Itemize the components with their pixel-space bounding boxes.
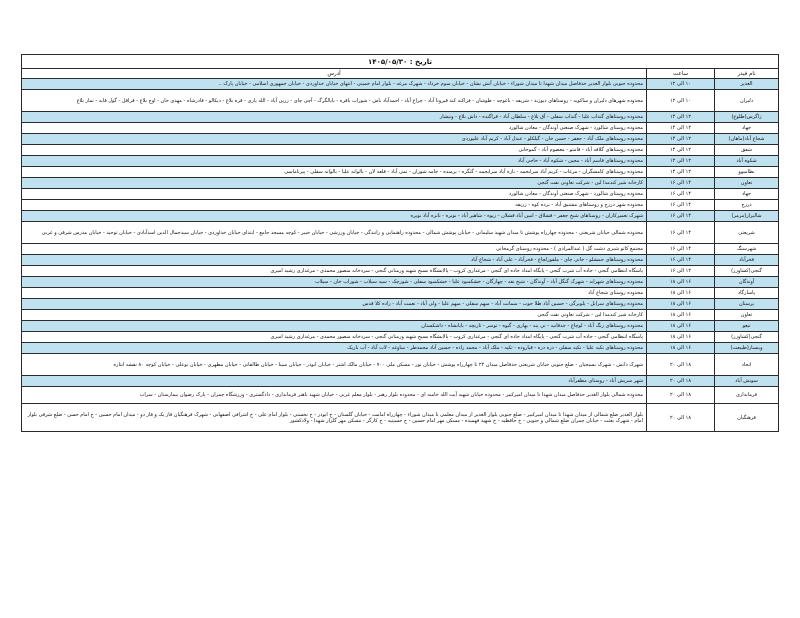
table-row bbox=[22, 134, 779, 145]
table-row bbox=[22, 244, 779, 255]
time-range: ۱۶ الی ۱۸ bbox=[647, 288, 715, 299]
address-text: محدوده شهرهای دلیران و ساکوبه - روستاهای دیوزند - شریفه - باغوچه - طوشان - فراکنه کند قیرونا آباد - چراغ آباد - احمدآباد باش - شوراب بافره - بایالگرگ - آچی چای - زرین آباد - الله یاری - قره بلاغ - دیکالو - قادرشاه - مهدی خان - اوج بلاغ - قراقل - گول قایه - تماز بلاغ bbox=[22, 90, 647, 112]
table-row bbox=[22, 266, 779, 277]
feeder-name: دلیران bbox=[715, 90, 779, 112]
table-row bbox=[22, 288, 779, 299]
address-text: محدوده روستاهای تکیه علیا - تکیه سفلی - دره دره - قیاروده - تکیه - ملک آباد - محمد زاده - حسین آباد محمدطر - ساوغه - لات آباد - آب باریک bbox=[22, 343, 647, 354]
address-text: محدوده روستاهای کامشگران - مرغاب - کریم آباد سرابحمه - نازه آباد سرابحمه - گنگره - برمنده - جامه شوران - نمی آباد - قلعه لان - بالوانه علیا - بالوانه سفلی - پیرناماسی bbox=[22, 167, 647, 178]
time-range: ۱۴ الی ۱۶ bbox=[647, 255, 715, 266]
table-row bbox=[22, 167, 779, 178]
feeder-name: فرهنگیان bbox=[715, 404, 779, 432]
feeder-name: پاسارگاد bbox=[715, 288, 779, 299]
time-range: ۱۸ الی ۲۰ bbox=[647, 376, 715, 387]
address-text: شهرک تعمیرکاران - روستاهای شیخ جعفر - قشلاق - امین آباد قشلان - زیوه - شاهیر آباد - نوبره - نانزه آباد نوبره bbox=[22, 211, 647, 222]
header-address: آدرس bbox=[22, 69, 647, 79]
time-range: ۱۲ الی ۱۴ bbox=[647, 167, 715, 178]
address-text: محدوده روستاهای سرابل - پلوبرگی - حسین آباد طلا جوب - سمانت آباد - میهم سفلی - میهم علیا - ولی آباد - نعمت آباد - زاده کلا قدس bbox=[22, 299, 647, 310]
table-row bbox=[22, 156, 779, 167]
time-range: ۱۶ الی ۱۸ bbox=[647, 310, 715, 321]
feeder-name: زاگرس(طلوع) bbox=[715, 112, 779, 123]
feeder-name: درزج bbox=[715, 200, 779, 211]
time-range: ۱۶ الی ۱۸ bbox=[647, 321, 715, 332]
table-row bbox=[22, 90, 779, 112]
table-row bbox=[22, 211, 779, 222]
address-text: پاسگاه انتظامی گنجی - جاده آب شرب گنجی - پایگاه امداد جاده ای گنجی - مرغداری کروب - پالایشگاه بسیج شهید ورمنانی گنجی - سردخانه منصور محمدی - مرغداری رشید امیری bbox=[22, 266, 647, 277]
time-range: ۱۶ الی ۱۸ bbox=[647, 299, 715, 310]
time-range: ۱۸ الی ۲۰ bbox=[647, 387, 715, 404]
feeder-name: گنجی(کشاورز) bbox=[715, 332, 779, 343]
outage-table-body bbox=[22, 55, 779, 432]
table-row bbox=[22, 112, 779, 123]
address-text: محدوده روستاهای شهرابه - شهرک گنگل آباد - آوندگان - شیخ نقه - چهارگان - خشکمبود علیا - خشکمبود سفلی - شورچک - سپه سیلاب - شوراب خان - سیلاب bbox=[22, 277, 647, 288]
time-range: ۱۶ الی ۱۸ bbox=[647, 332, 715, 343]
address-text: محدوده روستای شجاع آباد bbox=[22, 288, 647, 299]
table-row bbox=[22, 376, 779, 387]
time-range: ۱۶ الی ۱۸ bbox=[647, 277, 715, 288]
time-range: ۱۴ الی ۱۶ bbox=[647, 200, 715, 211]
feeder-name: تعاون bbox=[715, 178, 779, 189]
feeder-name: وینسار(طبیعت) bbox=[715, 343, 779, 354]
feeder-name: گنجی(کشاورز) bbox=[715, 266, 779, 277]
feeder-name: شکوه آباد bbox=[715, 156, 779, 167]
table-row bbox=[22, 79, 779, 90]
feeder-name: شریعتی bbox=[715, 222, 779, 244]
table-row bbox=[22, 332, 779, 343]
address-text: محدوده روستاهای گلاقه آباد - قامتو - معصوم آباد - گموخانی bbox=[22, 145, 647, 156]
time-range: ۱۲ الی ۱۴ bbox=[647, 112, 715, 123]
table-row bbox=[22, 343, 779, 354]
address-text: کارخانه شیر کندمدا لین - شرکت تعاونی نفت گنجی bbox=[22, 310, 647, 321]
feeder-name: شهرسنگ bbox=[715, 244, 779, 255]
address-text: محدوده روستاهای قاسم آباد - مجین - شکوه آباد - حاجی آباد bbox=[22, 156, 647, 167]
time-range: ۱۸ الی ۲۰ bbox=[647, 354, 715, 376]
time-range: ۱۶ الی ۱۸ bbox=[647, 343, 715, 354]
address-text: محدوده شمالی بلوار الغدیر حدفاصل میدان شهدا تا میدان امیرکبیر - محدوده خیابان شهید آیت الله خامنه ای - محدوده بلوار رهبر - بلوار معلم غربی - خیابان شهید باهنر فرمانداری - دادگستری - ورزشگاه چمران - پارک رضوان بیمارستان - سراب bbox=[22, 387, 647, 404]
feeder-name: نظامیوو bbox=[715, 167, 779, 178]
table-row bbox=[22, 178, 779, 189]
feeder-name: تعاون bbox=[715, 310, 779, 321]
address-text: کارخانه شیر کندمدا لین - شرکت تعاونی نفت گنجی bbox=[22, 178, 647, 189]
feeder-name: جهاد bbox=[715, 123, 779, 134]
address-text: محدوده جنوبی بلوار الغدیر حدفاصل میدان شهدا تا میدان شوراء - خیابان آتش نشان - خیابان سوم خرداد - شهرک مرغه - بلوار امام خمینی - انتهای خیابان خداوردی - خیابان جمهوری اسلامی - خیابان پارک .. bbox=[22, 79, 647, 90]
table-row bbox=[22, 123, 779, 134]
address-text: محدوده روستاهای زنگ آباد - لوچاغ - جدقانیه - نی پنه - بهاری - گیوه - توسر - تاربچه - بایانشاه - داشکستان bbox=[22, 321, 647, 332]
time-range: ۱۲ الی ۱۴ bbox=[647, 156, 715, 167]
time-range: ۱۴ الی ۱۶ bbox=[647, 189, 715, 200]
feeder-name: پرستان bbox=[715, 299, 779, 310]
table-row bbox=[22, 404, 779, 432]
feeder-name: شجاع آباد(ماهان) bbox=[715, 134, 779, 145]
time-range: ۱۴ الی ۱۶ bbox=[647, 244, 715, 255]
feeder-name: جهاد bbox=[715, 189, 779, 200]
address-text: محدوده روستای شالورد - شهرک صنعتی آوندگان - معادن شالورد bbox=[22, 189, 647, 200]
feeder-name: شفق bbox=[715, 145, 779, 156]
feeder-name: تیغو bbox=[715, 321, 779, 332]
feeder-name: اتحاد bbox=[715, 354, 779, 376]
address-text: مجتمع کاتو شیری دشت گل ( عبدالمرادی ) - محدوده روستای گرمخانی bbox=[22, 244, 647, 255]
feeder-name: شالیزار(مرمر) bbox=[715, 211, 779, 222]
address-text: محدوده شهر درزج و روستاهای مشتیق آباد - برده کوه - زریقه bbox=[22, 200, 647, 211]
address-text: محدوده روستاهای گنداب علیا - گنداب سفلی - آق بلاغ - سلطان آباد - قراگنده - داش بلاغ - ونیشار bbox=[22, 112, 647, 123]
header-row bbox=[22, 69, 779, 79]
table-row bbox=[22, 255, 779, 266]
time-range: ۱۲ الی ۱۴ bbox=[647, 134, 715, 145]
address-text: شهر سرپش آباد - روستای مظفرآباد bbox=[22, 376, 647, 387]
table-row bbox=[22, 321, 779, 332]
time-range: ۱۲ الی ۱۶ bbox=[647, 266, 715, 277]
address-text: محدوده روستاهای جمشلو - خانی چای - ملقوزلچاغ - فخرآباد - علی آباد - شجاع آباد bbox=[22, 255, 647, 266]
table-row bbox=[22, 387, 779, 404]
outage-schedule-sheet bbox=[21, 54, 778, 432]
header-time: ساعت bbox=[647, 69, 715, 79]
feeder-name: آوندگان bbox=[715, 277, 779, 288]
time-range: ۱۰ الی ۱۲ bbox=[647, 90, 715, 112]
date-title: تاریخ : ۱۴۰۵/۰۵/۳۰ bbox=[22, 55, 779, 69]
time-range: ۱۰ الی ۱۲ bbox=[647, 79, 715, 90]
table-row bbox=[22, 145, 779, 156]
time-range: ۱۲ الی ۱۴ bbox=[647, 123, 715, 134]
address-text: بلوار الغدیر ضلع شمالی از میدان شهدا تا میدان امیرکبیر - ضلع جنوبی بلوار الغدیر از میدان معلمی تا میدان شوراء - چهارراه امامت - خیابان گلستان - خ ابوذر - خ نخستی - بلوار امام علی - خ اشرافی اصفهانی - شهرک فرهنگیان فاز یک و فاز دو - میدان امام حسین - خ امام حسن - ضلع شرقی بلوار امام - شهرک بعثت - خیابان چمران ضلع شمالی و جنوبی - خ حافظیه - خ شهید فهمیده - مسکن مهر امام حسین - خ حسینیه - خ کارگر - مسکن مهر گلزار شهدا - ولادکشور bbox=[22, 404, 647, 432]
feeder-name: سونش آباد bbox=[715, 376, 779, 387]
address-text: پاسگاه انتظامی گنجی - جاده آب شرب گنجی - پایگاه امداد جاده ای گنجی - مرغداری کروب - پالایشگاه بسیج شهید ورمنانی گنجی - سردخانه منصور محمدی - مرغداری رشید امیری bbox=[22, 332, 647, 343]
time-range: ۱۸ الی ۲۰ bbox=[647, 404, 715, 432]
table-row bbox=[22, 277, 779, 288]
feeder-name: فخرآباد bbox=[715, 255, 779, 266]
outage-table bbox=[21, 54, 779, 432]
table-row bbox=[22, 310, 779, 321]
address-text: شهرک دانش - شهرک بسیجیان - ضلع جنوبی خیابان شریعتی حدفاصل میدان ۲۲ تا چهارراه پوشش - خیابان نور - مسکن ملی ۷۰۰ - خیابان مالک اشتر - خیابان ابوذر - خیابان سینا - خیابان طالقانی - خیابان مطهری - خیابان بوعلی - خیابان کوچه ۸۰ نقشه انتاره bbox=[22, 354, 647, 376]
time-range: ۱۴ الی ۱۶ bbox=[647, 178, 715, 189]
table-row bbox=[22, 222, 779, 244]
feeder-name: الغدیر bbox=[715, 79, 779, 90]
address-text: محدوده روستاهای ملک آباد - جعفر - حسن خان - گیلکلو - عبدل آباد - کریم آباد علیوردی bbox=[22, 134, 647, 145]
address-text: محدوده شمالی خیابان شریعتی - محدوده چهارراه پوشش تا میدان شهید سلیمانی - خیابان پوشش شمالی - محدوده راهنمایی و رانندگی - خیابان ورزشی - خیابان خیبر - کوچه مسجد جامع - ابتدای خیابان خداوردی - خیابان سیدجمال الدین اسدآبادی - خیابان توحید - خیابان مدرس شرقی و غربی bbox=[22, 222, 647, 244]
table-row bbox=[22, 200, 779, 211]
time-range: ۱۴ الی ۱۶ bbox=[647, 211, 715, 222]
table-row bbox=[22, 354, 779, 376]
title-row bbox=[22, 55, 779, 69]
header-name: نام فیدر bbox=[715, 69, 779, 79]
table-row bbox=[22, 189, 779, 200]
time-range: ۱۴ الی ۱۶ bbox=[647, 222, 715, 244]
table-row bbox=[22, 299, 779, 310]
feeder-name: فرمانداری bbox=[715, 387, 779, 404]
time-range: ۱۲ الی ۱۴ bbox=[647, 145, 715, 156]
address-text: محدوده روستای شالورد - شهرک صنعتی آوندگان - معادن شالورد bbox=[22, 123, 647, 134]
